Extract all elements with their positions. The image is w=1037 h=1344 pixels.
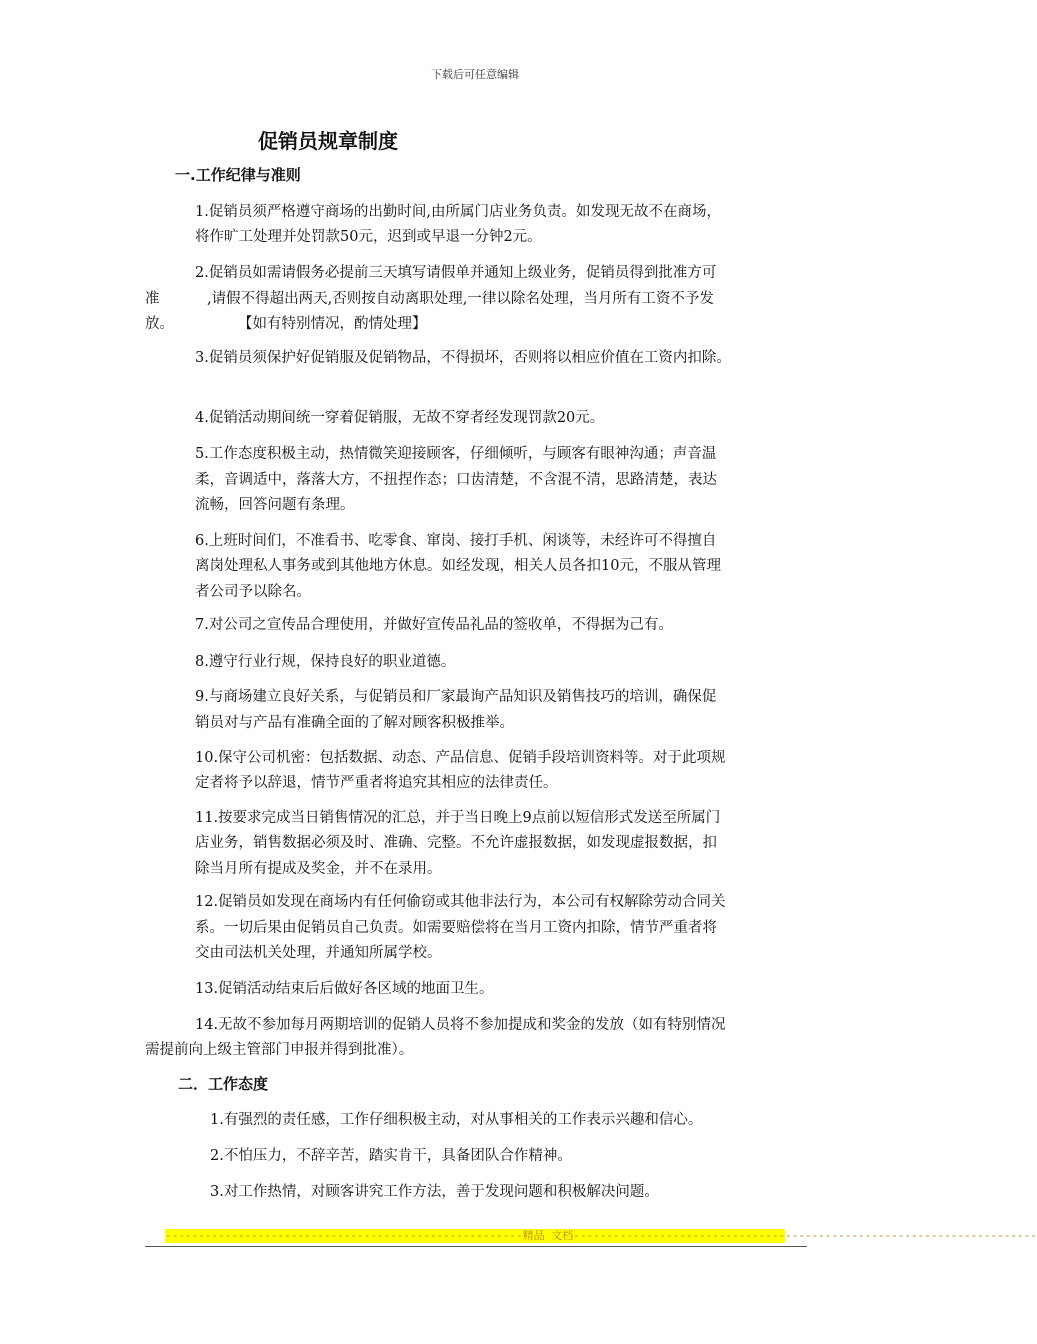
text-line: 7.对公司之宣传品合理使用，并做好宣传品礼品的签收单，不得据为己有。	[195, 617, 673, 633]
text-line: 店业务，销售数据必须及时、准确、完整。不允许虚报数据，如发现虚报数据，扣	[195, 835, 717, 851]
text-line: 4.促销活动期间统一穿着促销服，无故不穿者经发现罚款20元。	[195, 410, 605, 426]
text-line: 13.促销活动结束后后做好各区域的地面卫生。	[195, 981, 494, 997]
section-heading-2: 二．工作态度	[178, 1075, 269, 1093]
text-line: 2.促销员如需请假务必提前三天填写请假单并通知上级业务，促销员得到批准方可	[195, 265, 717, 281]
footer-rule	[145, 1246, 807, 1247]
text-line: 10.保守公司机密：包括数据、动态、产品信息、促销手段培训资料等。对于此项规	[195, 750, 726, 766]
text-line: 8.遵守行业行规，保持良好的职业道德。	[195, 654, 456, 670]
text-line: 除当月所有提成及奖金，并不在录用。	[195, 861, 442, 877]
text-line: 销员对与产品有准确全面的了解对顾客积极推举。	[195, 715, 514, 731]
text-line: 交由司法机关处理，并通知所属学校。	[195, 945, 442, 961]
text-line: 3.对工作热情，对顾客讲究工作方法，善于发现问题和积极解决问题。	[210, 1184, 659, 1200]
text-line: 系。一切后果由促销员自己负责。如需要赔偿将在当月工资内扣除，情节严重者将	[195, 920, 717, 936]
text-line: 【如有特别情况，酌情处理】	[238, 316, 427, 332]
text-line: 2.不怕压力，不辞辛苦，踏实肯干，具备团队合作精神。	[210, 1148, 572, 1164]
text-line: 定者将予以辞退，情节严重者将追究其相应的法律责任。	[195, 775, 558, 791]
text-line: 12.促销员如发现在商场内有任何偷窃或其他非法行为，本公司有权解除劳动合同关	[195, 894, 726, 910]
text-line: 11.按要求完成当日销售情况的汇总，并于当日晚上9点前以短信形式发送至所属门	[195, 810, 721, 826]
footer-banner: ------------------------------------------------------精品 文档----------------------------------------------------------------------	[165, 1229, 1037, 1242]
text-line: 需提前向上级主管部门申报并得到批准）。	[145, 1042, 414, 1058]
section-heading-1: 一.工作纪律与准则	[175, 166, 301, 184]
text-line: 将作旷工处理并处罚款50元，迟到或早退一分钟2元。	[195, 229, 542, 245]
text-line: 14.无故不参加每月两期培训的促销人员将不参加提成和奖金的发放（如有特别情况	[195, 1017, 726, 1033]
text-line: ,请假不得超出两天,否则按自动离职处理,一律以除名处理，当月所有工资不予发	[207, 291, 714, 307]
text-line: 9.与商场建立良好关系，与促销员和厂家最询产品知识及销售技巧的培训，确保促	[195, 689, 717, 705]
text-line: 准	[145, 291, 160, 307]
text-line: 者公司予以除名。	[195, 584, 311, 600]
page-header: 下载后可任意编辑	[431, 68, 519, 81]
text-line: 放。	[145, 316, 174, 332]
text-line: 1.促销员须严格遵守商场的出勤时间,由所属门店业务负责。如发现无故不在商场，	[195, 204, 721, 220]
text-line: 3.促销员须保护好促销服及促销物品，不得损坏，否则将以相应价值在工资内扣除。	[195, 350, 731, 366]
page-title: 促销员规章制度	[258, 129, 398, 153]
text-line: 5.工作态度积极主动，热情微笑迎接顾客，仔细倾听，与顾客有眼神沟通；声音温	[195, 446, 717, 462]
text-line: 1.有强烈的责任感，工作仔细积极主动，对从事相关的工作表示兴趣和信心。	[210, 1112, 703, 1128]
text-line: 离岗处理私人事务或到其他地方休息。如经发现，相关人员各扣10元，不服从管理	[195, 558, 721, 574]
text-line: 柔，音调适中，落落大方，不扭捏作态；口齿清楚，不含混不清，思路清楚，表达	[195, 472, 717, 488]
text-line: 流畅，回答问题有条理。	[195, 497, 355, 513]
text-line: 6.上班时间们，不准看书、吃零食、窜岗、接打手机、闲谈等，未经许可不得擅自	[195, 533, 717, 549]
